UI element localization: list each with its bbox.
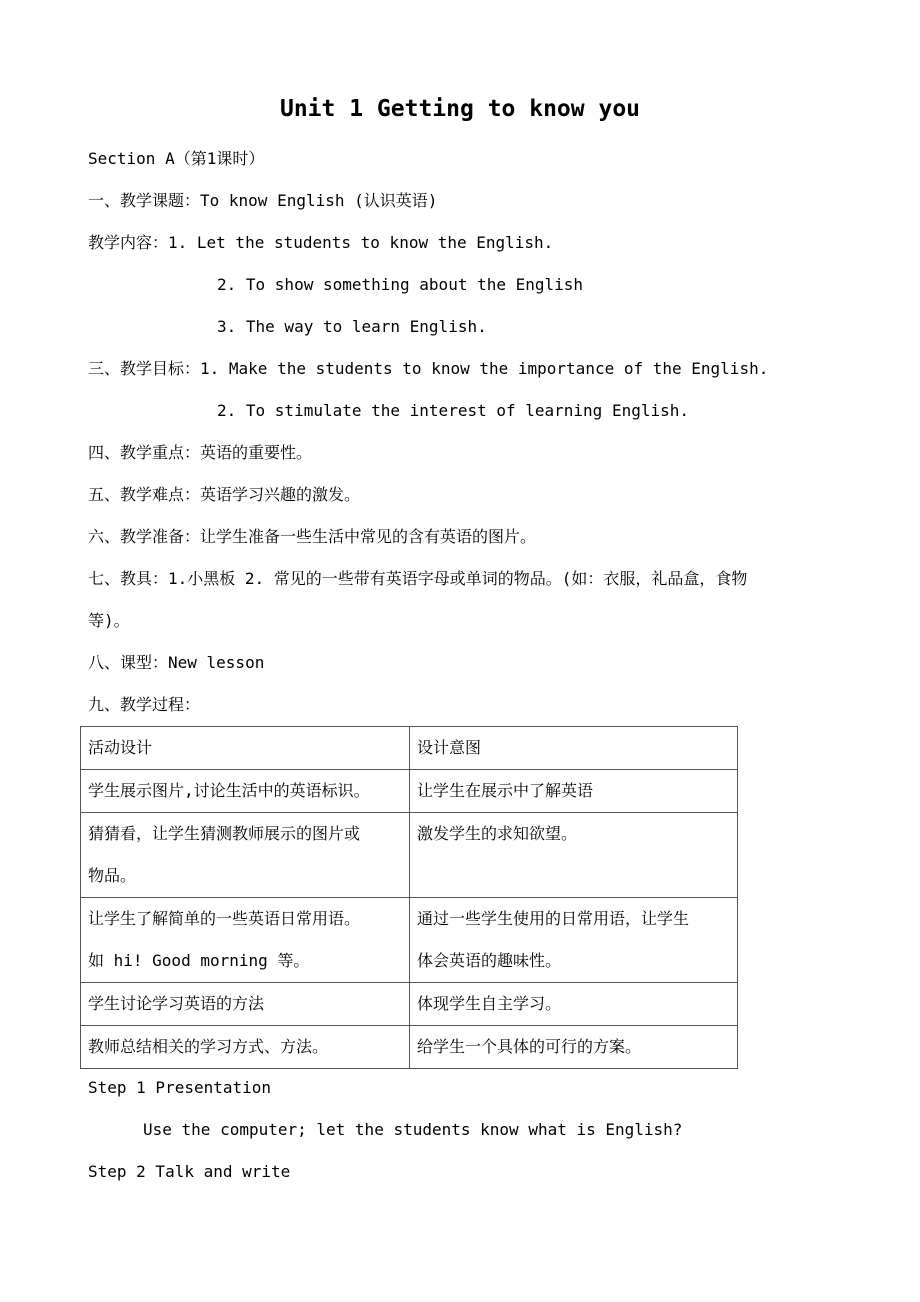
table-row — [81, 770, 738, 813]
cell-line: 让学生在展示中了解英语 — [417, 781, 594, 800]
header-activity: 活动设计 — [81, 727, 410, 770]
cell-line: 物品。 — [88, 866, 137, 885]
purpose-cell — [410, 1026, 738, 1069]
tools-line-2: 等)。 — [88, 611, 130, 630]
activity-cell — [81, 898, 410, 983]
cell-line: 如 hi! Good morning 等。 — [88, 951, 310, 970]
purpose-cell — [410, 813, 738, 898]
content-line-2: 2. To show something about the English — [217, 275, 584, 294]
step-2-heading: Step 2 Talk and write — [88, 1162, 291, 1181]
tools-line-1: 七、教具：1.小黑板 2. 常见的一些带有英语字母或单词的物品。(如：衣服，礼品盒，食物 — [88, 569, 748, 588]
cell-line: 通过一些学生使用的日常用语，让学生 — [417, 909, 690, 928]
lesson-type: 八、课型：New lesson — [88, 653, 265, 672]
header-purpose: 设计意图 — [410, 727, 738, 770]
table-header-row — [81, 727, 738, 770]
key-point: 四、教学重点：英语的重要性。 — [88, 443, 313, 462]
cell-line: 学生展示图片,讨论生活中的英语标识。 — [88, 781, 370, 800]
process-table — [80, 726, 738, 1069]
section-heading: Section A（第1课时） — [88, 149, 265, 168]
cell-line: 给学生一个具体的可行的方案。 — [417, 1037, 642, 1056]
content-line-1: 教学内容：1. Let the students to know the English. — [88, 233, 554, 252]
content-line-3: 3. The way to learn English. — [217, 317, 487, 336]
activity-cell — [81, 983, 410, 1026]
step-1-heading: Step 1 Presentation — [88, 1078, 272, 1097]
purpose-cell — [410, 770, 738, 813]
step-1-text: Use the computer; let the students know what is English? — [143, 1120, 683, 1139]
cell-line: 教师总结相关的学习方式、方法。 — [88, 1037, 329, 1056]
process-heading: 九、教学过程： — [88, 695, 201, 714]
document-title: Unit 1 Getting to know you — [279, 96, 641, 122]
table-row — [81, 1026, 738, 1069]
cell-line: 体现学生自主学习。 — [417, 994, 562, 1013]
table-row — [81, 898, 738, 983]
cell-line: 学生讨论学习英语的方法 — [88, 994, 265, 1013]
preparation: 六、教学准备：让学生准备一些生活中常见的含有英语的图片。 — [88, 527, 537, 546]
difficulty: 五、教学难点：英语学习兴趣的激发。 — [88, 485, 361, 504]
table-row — [81, 983, 738, 1026]
cell-line: 让学生了解简单的一些英语日常用语。 — [88, 909, 361, 928]
goal-line-2: 2. To stimulate the interest of learning English. — [217, 401, 690, 420]
activity-cell — [81, 1026, 410, 1069]
cell-line: 猜猜看，让学生猜测教师展示的图片或 — [88, 824, 361, 843]
table-row — [81, 813, 738, 898]
purpose-cell — [410, 898, 738, 983]
goal-line-1: 三、教学目标：1. Make the students to know the importance of the English. — [88, 359, 769, 378]
purpose-cell — [410, 983, 738, 1026]
activity-cell — [81, 770, 410, 813]
cell-line: 激发学生的求知欲望。 — [417, 824, 578, 843]
activity-cell — [81, 813, 410, 898]
cell-line: 体会英语的趣味性。 — [417, 951, 562, 970]
lesson-topic: 一、教学课题：To know English (认识英语) — [88, 191, 438, 210]
